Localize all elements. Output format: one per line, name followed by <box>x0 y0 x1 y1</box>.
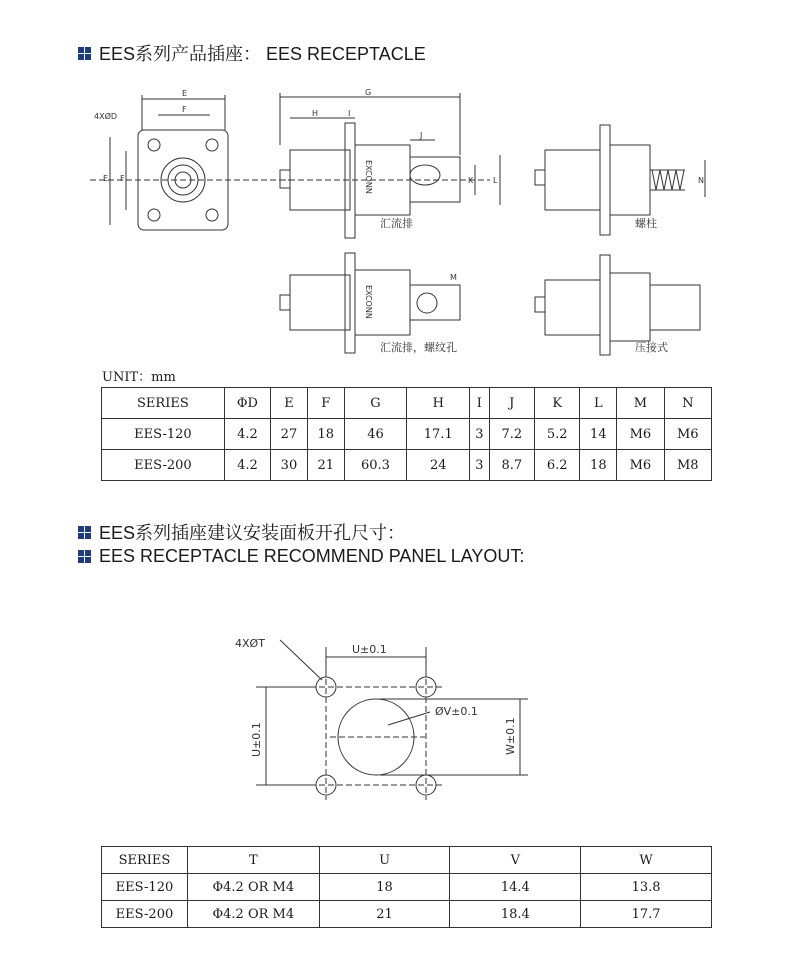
table-cell: 60.3 <box>344 450 407 481</box>
table-row <box>102 450 712 481</box>
panel-layout-drawing <box>230 625 530 810</box>
table-cell: 4.2 <box>224 450 270 481</box>
side-view-thread <box>290 275 350 330</box>
table-cell: 18 <box>307 419 344 450</box>
unit-label: UNIT：mm <box>102 370 176 385</box>
header-cell: E <box>271 388 308 419</box>
bullet-icon <box>78 47 91 60</box>
panel-dimension-table <box>101 846 712 928</box>
table-cell: 5.2 <box>535 419 580 450</box>
table-cell: 30 <box>271 450 308 481</box>
table-cell: 18 <box>580 450 617 481</box>
table-cell: 7.2 <box>489 419 534 450</box>
header-cell: J <box>489 388 534 419</box>
table-cell: Φ4.2 OR M4 <box>187 901 319 928</box>
dim-label-f-side: F <box>120 174 125 183</box>
table-cell: 4.2 <box>224 419 270 450</box>
table-header-row <box>102 847 712 874</box>
brand-label-1: EXCONN <box>364 160 373 194</box>
table-cell: 21 <box>319 901 450 928</box>
dim-label-e-top: E <box>182 89 188 98</box>
panel-label-holes: 4XØT <box>235 637 265 650</box>
panel-label-u-left: U±0.1 <box>250 722 263 757</box>
table-header-row <box>102 388 712 419</box>
section-title-text: EES系列插座建议安装面板开孔尺寸： <box>99 523 406 543</box>
panel-label-u-top: U±0.1 <box>352 643 387 656</box>
caption-stud: 螺柱 <box>635 217 657 230</box>
section-title-panel-cn <box>78 519 405 545</box>
dim-label-i: I <box>348 109 351 118</box>
dim-label-f-top: F <box>182 105 187 114</box>
header-cell: ΦD <box>224 388 270 419</box>
section-title-text: EES系列产品插座： EES RECEPTACLE <box>99 44 426 64</box>
table-cell: Φ4.2 OR M4 <box>187 874 319 901</box>
section-title-panel-en <box>78 546 524 567</box>
table-cell: 13.8 <box>581 874 712 901</box>
caption-crimp: 压接式 <box>635 341 668 354</box>
header-cell: T <box>187 847 319 874</box>
table-cell: 14.4 <box>450 874 581 901</box>
table-cell: 17.7 <box>581 901 712 928</box>
table-cell: 6.2 <box>535 450 580 481</box>
caption-busbar-thread: 汇流排，螺纹孔 <box>380 341 457 354</box>
header-cell: I <box>470 388 489 419</box>
table-cell: M8 <box>664 450 711 481</box>
panel-label-v: ØV±0.1 <box>435 705 478 718</box>
header-cell: M <box>617 388 664 419</box>
table-cell: EES-200 <box>102 450 225 481</box>
dim-label-l: L <box>493 176 498 185</box>
table-cell: M6 <box>617 419 664 450</box>
table-cell: 17.1 <box>407 419 470 450</box>
dim-label-n: N <box>698 176 704 185</box>
table-cell: 24 <box>407 450 470 481</box>
header-cell: SERIES <box>102 388 225 419</box>
dim-label-holes: 4XØD <box>94 112 118 121</box>
table-row <box>102 901 712 928</box>
receptacle-drawing <box>90 85 730 365</box>
caption-busbar: 汇流排 <box>380 217 413 230</box>
table-cell: 14 <box>580 419 617 450</box>
dim-label-e-side: E <box>103 174 109 183</box>
table-cell: 3 <box>470 419 489 450</box>
dim-label-k: K <box>468 176 474 185</box>
side-view-stud <box>545 150 600 210</box>
header-cell: SERIES <box>102 847 188 874</box>
table-cell: EES-200 <box>102 901 188 928</box>
dimension-table <box>101 387 712 481</box>
dim-label-j: J <box>420 131 423 140</box>
dim-label-m: M <box>450 273 457 282</box>
section-title-text: EES RECEPTACLE RECOMMEND PANEL LAYOUT: <box>99 546 525 566</box>
table-cell: M6 <box>664 419 711 450</box>
table-row <box>102 419 712 450</box>
header-cell: U <box>319 847 450 874</box>
table-cell: 46 <box>344 419 407 450</box>
header-cell: F <box>307 388 344 419</box>
dim-label-h: H <box>312 109 319 118</box>
table-row <box>102 874 712 901</box>
header-cell: W <box>581 847 712 874</box>
bullet-icon <box>78 550 91 563</box>
bullet-icon <box>78 526 91 539</box>
table-cell: M6 <box>617 450 664 481</box>
header-cell: L <box>580 388 617 419</box>
section-title-receptacle <box>78 40 426 66</box>
table-cell: 8.7 <box>489 450 534 481</box>
header-cell: G <box>344 388 407 419</box>
table-cell: 27 <box>271 419 308 450</box>
header-cell: N <box>664 388 711 419</box>
table-cell: 3 <box>470 450 489 481</box>
header-cell: V <box>450 847 581 874</box>
table-cell: 18.4 <box>450 901 581 928</box>
table-cell: 21 <box>307 450 344 481</box>
table-cell: 18 <box>319 874 450 901</box>
side-view-crimp <box>545 280 600 335</box>
header-cell: H <box>407 388 470 419</box>
table-cell: EES-120 <box>102 874 188 901</box>
panel-label-w: W±0.1 <box>504 717 517 755</box>
header-cell: K <box>535 388 580 419</box>
table-cell: EES-120 <box>102 419 225 450</box>
dim-label-g: G <box>365 88 372 97</box>
brand-label-2: EXCONN <box>364 285 373 319</box>
